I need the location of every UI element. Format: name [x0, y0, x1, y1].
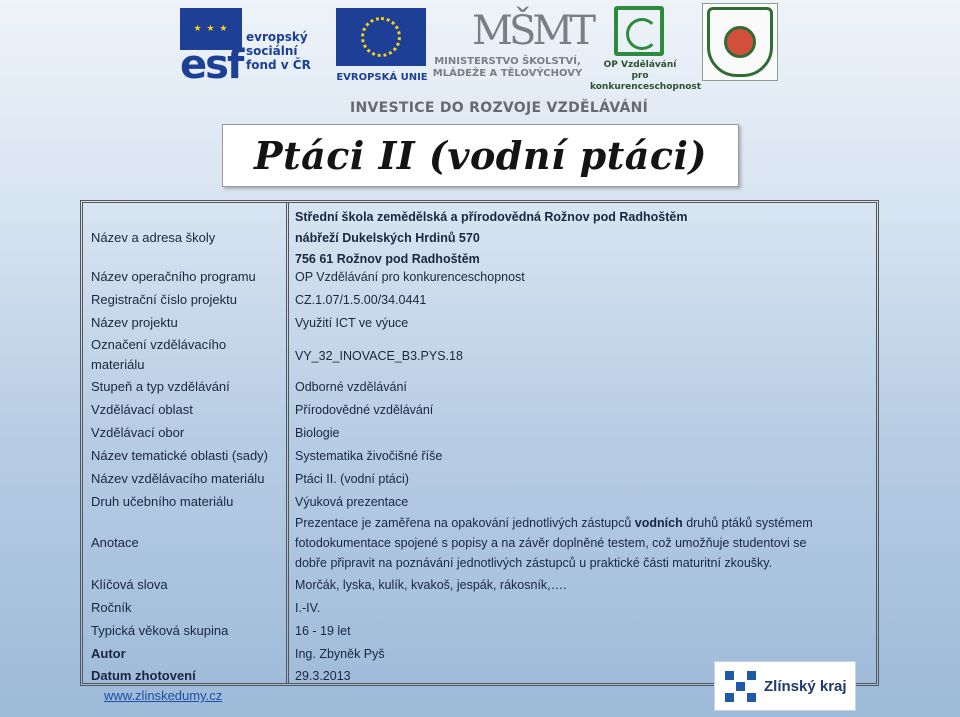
row-value: Využití ICT ve výuce: [295, 316, 409, 330]
school-seal-icon: [707, 7, 773, 77]
row-value: Odborné vzdělávání: [295, 380, 407, 394]
row-value: VY_32_INOVACE_B3.PYS.18: [295, 349, 463, 363]
opvk-text: OP Vzdělávání pro konkurenceschopnost: [590, 60, 702, 92]
opvk-logo: [590, 6, 702, 92]
row-value: OP Vzdělávání pro konkurenceschopnost: [295, 270, 525, 284]
row-label: Typická věková skupina: [91, 623, 229, 638]
school-line-1: Střední škola zemědělská a přírodovědná Rožnov pod Radhoštěm: [295, 210, 688, 224]
row-value: Přírodovědné vzdělávání: [295, 403, 434, 417]
zlinsky-kraj-text: Zlínský kraj: [764, 677, 847, 695]
info-table: [80, 200, 879, 686]
row-label: Klíčová slova: [91, 577, 168, 592]
row-value: Systematika živočišné říše: [295, 449, 443, 463]
row-value: Morčák, lyska, kulík, kvakoš, jespák, rákosník,….: [295, 578, 567, 592]
row-label: Druh učebního materiálu: [91, 494, 234, 509]
row-label-line-2: materiálu: [91, 357, 145, 372]
row-value: I.-IV.: [295, 601, 321, 615]
school-line-3: 756 61 Rožnov pod Radhoštěm: [295, 252, 480, 266]
eu-logo: [336, 8, 428, 86]
annotation-line-1: Prezentace je zaměřena na opakování jednotlivých zástupců vodních druhů ptáků systémem: [295, 516, 813, 530]
row-label: Název vzdělávacího materiálu: [91, 471, 265, 486]
row-label: Vzdělávací oblast: [91, 402, 193, 417]
row-label: Ročník: [91, 600, 132, 615]
annotation-line-3: dobře připravit na poznávání jednotlivých zástupců u praktické části maturitní zkoušky.: [295, 556, 773, 570]
msmt-text: MINISTERSTVO ŠKOLSTVÍ, MLÁDEŽE A TĚLOVÝCHOVY: [432, 56, 583, 79]
row-label: Autor: [91, 646, 126, 661]
logo-strip: [0, 0, 960, 125]
row-value: Výuková prezentace: [295, 495, 409, 509]
row-value: 29.3.2013: [295, 669, 351, 683]
row-label: Název tematické oblasti (sady): [91, 448, 269, 463]
row-value: Ing. Zbyněk Pyš: [295, 647, 385, 661]
esf-wordmark: esf: [180, 42, 243, 88]
msmt-mark: MŠMT: [472, 8, 592, 54]
title-box: [222, 124, 739, 187]
school-line-2: nábřeží Dukelských Hrdinů 570: [295, 231, 480, 245]
investice-banner: INVESTICE DO ROZVOJE VZDĚLÁVÁNÍ: [350, 100, 649, 116]
row-label: Vzdělávací obor: [91, 425, 185, 440]
zlinsky-kraj-logo: [714, 661, 856, 711]
row-value: Ptáci II. (vodní ptáci): [295, 472, 409, 486]
website-link[interactable]: www.zlinskedumy.cz: [104, 688, 223, 703]
annotation-line-2: fotodokumentace spojené s popisy a na závěr doplněné testem, což umožňuje studentovi se: [295, 536, 807, 550]
row-label: Stupeň a typ vzdělávání: [91, 379, 230, 394]
msmt-logo: [430, 6, 592, 86]
eu-flag-icon: [336, 8, 426, 66]
eu-text: EVROPSKÁ UNIE: [336, 72, 428, 83]
zlinsky-kraj-icon: [725, 671, 756, 702]
school-label: Název a adresa školy: [91, 230, 216, 245]
row-label: Název operačního programu: [91, 269, 256, 284]
annotation-emphasis: vodních: [634, 516, 683, 530]
annotation-label: Anotace: [91, 535, 139, 550]
row-value: CZ.1.07/1.5.00/34.0441: [295, 293, 427, 307]
opvk-arrows-icon: [614, 6, 664, 56]
row-label: Registrační číslo projektu: [91, 292, 237, 307]
column-divider: [286, 203, 289, 683]
row-label: Datum zhotovení: [91, 668, 196, 683]
row-value: 16 - 19 let: [295, 624, 351, 638]
table-row-annotation: [83, 513, 876, 575]
school-logo: [702, 3, 778, 81]
esf-text: evropský sociální fond v ČR: [246, 30, 311, 72]
row-value: Biologie: [295, 426, 340, 440]
row-label-line-1: Označení vzdělávacího: [91, 337, 227, 352]
slide-title: Ptáci II (vodní ptáci): [254, 133, 707, 178]
eu-flag-small-icon: ★ ★ ★: [180, 8, 242, 50]
esf-logo: [180, 8, 332, 86]
row-label: Název projektu: [91, 315, 178, 330]
table-row-school: [83, 207, 876, 269]
